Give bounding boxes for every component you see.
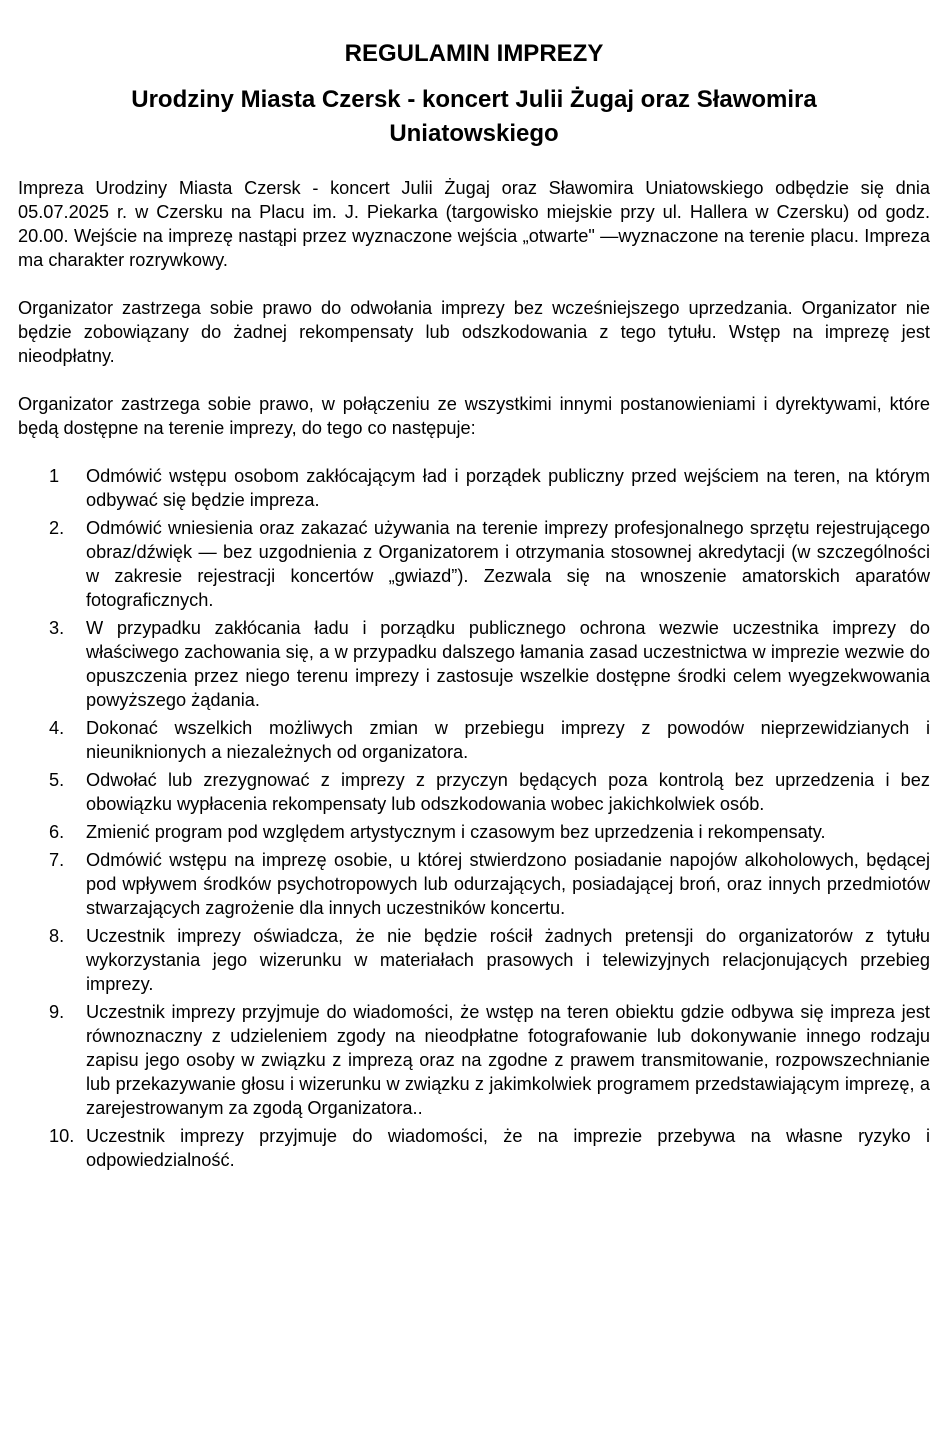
list-item [18, 768, 930, 816]
list-item-text: Odwołać lub zrezygnować z imprezy z przyczyn będących poza kontrolą bez uprzedzenia i bez obowiązku wypłacenia rekompensaty lub odszkodowania wobec jakichkolwiek osób. [86, 770, 930, 814]
list-item [18, 616, 930, 712]
list-item-number: 1 [49, 466, 60, 486]
document-page [18, 38, 930, 1176]
list-item [18, 716, 930, 764]
list-item-text: Uczestnik imprezy oświadcza, że nie będzie rościł żadnych pretensji do organizatorów z tytułu wykorzystania jego wizerunku w materiałach prasowych i telewizyjnych relacjonujących przebieg imprezy. [86, 926, 930, 994]
list-item-text: Uczestnik imprezy przyjmuje do wiadomości, że wstęp na teren obiektu gdzie odbywa się impreza jest równoznaczny z udzieleniem zgody na nieodpłatne fotografowanie lub dokonywanie innego rodzaju zapisu jego osoby w związku z imprezą oraz na zgodne z prawem transmitowanie, rozpowszechnianie lub przekazywanie głosu i wizerunku w związku z jakimkolwiek programem przedstawiającym imprezę, a zarejestrowanym za zgodą Organizatora.. [86, 1002, 930, 1118]
rights-paragraph: Organizator zastrzega sobie prawo, w połączeniu ze wszystkimi innymi postanowieniami i dyrektywami, które będą dostępne na terenie imprezy, do tego co następuje: [18, 394, 930, 438]
list-item-number: 2. [49, 518, 65, 538]
list-item [18, 1124, 930, 1172]
list-item-text: W przypadku zakłócania ładu i porządku publicznego ochrona wezwie uczestnika imprezy do właściwego zachowania się, a w przypadku dalszego łamania zasad uczestnictwa w imprezie wezwie do opuszczenia przez niego terenu imprezy i zastosuje wszelkie dostępne środki celem wyegzekwowania powyższego żądania. [86, 618, 930, 710]
list-item-text: Dokonać wszelkich możliwych zmian w przebiegu imprezy z powodów nieprzewidzianych i nieuniknionych a niezależnych od organizatora. [86, 718, 930, 762]
list-item [18, 924, 930, 996]
list-item [18, 820, 930, 844]
list-item-number: 5. [49, 770, 65, 790]
list-item-text: Odmówić wstępu osobom zakłócającym ład i porządek publiczny przed wejściem na teren, na którym odbywać się będzie impreza. [86, 466, 930, 510]
list-item [18, 848, 930, 920]
cancellation-paragraph: Organizator zastrzega sobie prawo do odwołania imprezy bez wcześniejszego uprzedzania. Organizator nie będzie zobowiązany do żadnej rekompensaty lub odszkodowania z tego tytułu. Wstęp na imprezę jest nieodpłatny. [18, 298, 930, 366]
list-item [18, 464, 930, 512]
list-item-number: 9. [49, 1002, 65, 1022]
list-item-text: Uczestnik imprezy przyjmuje do wiadomości, że na imprezie przebywa na własne ryzyko i odpowiedzialność. [86, 1126, 930, 1170]
intro-paragraph: Impreza Urodziny Miasta Czersk - koncert Julii Żugaj oraz Sławomira Uniatowskiego odbędzie się dnia 05.07.2025 r. w Czersku na Placu im. J. Piekarka (targowisko miejskie przy ul. Hallera w Czersku) od godz. 20.00. Wejście na imprezę nastąpi przez wyznaczone wejścia „otwarte" —wyznaczone na terenie placu. Impreza ma charakter rozrywkowy. [18, 178, 930, 270]
document-title: REGULAMIN IMPREZY [344, 40, 604, 67]
list-item-text: Odmówić wniesienia oraz zakazać używania na terenie imprezy profesjonalnego sprzętu rejestrującego obraz/dźwięk — bez uzgodnienia z Organizatorem i otrzymania stosownej akredytacji (w szczególności w zakresie rejestracji koncertów „gwiazd”). Zezwala się na wnoszenie amatorskich aparatów fotograficznych. [86, 518, 930, 610]
list-item [18, 516, 930, 612]
list-item-number: 4. [49, 718, 65, 738]
list-item-number: 6. [49, 822, 65, 842]
rules-list [18, 464, 930, 1172]
list-item-text: Zmienić program pod względem artystycznym i czasowym bez uprzedzenia i rekompensaty. [86, 822, 826, 842]
list-item-number: 10. [49, 1126, 75, 1146]
list-item [18, 1000, 930, 1120]
list-item-number: 7. [49, 850, 65, 870]
document-subtitle: Urodziny Miasta Czersk - koncert Julii Żugaj oraz Sławomira Uniatowskiego [131, 86, 817, 147]
list-item-number: 3. [49, 618, 65, 638]
list-item-number: 8. [49, 926, 65, 946]
list-item-text: Odmówić wstępu na imprezę osobie, u której stwierdzono posiadanie napojów alkoholowych, będącej pod wpływem środków psychotropowych lub odurzających, posiadającej broń, oraz innych przedmiotów stwarzających zagrożenie dla innych uczestników koncertu. [86, 850, 930, 918]
